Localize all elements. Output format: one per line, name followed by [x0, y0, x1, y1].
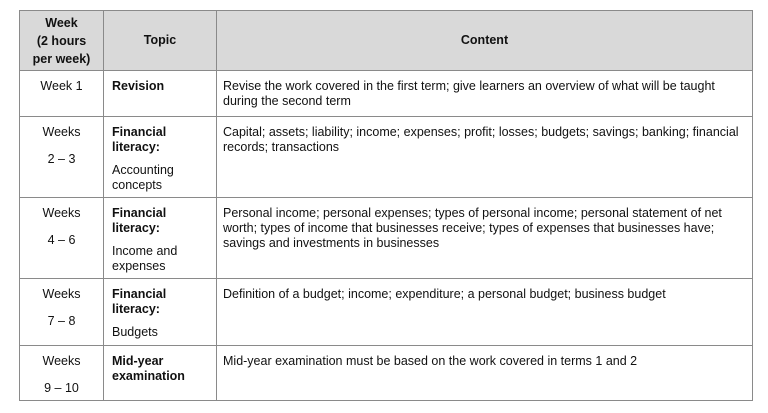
- week-label: Week 1: [40, 79, 83, 93]
- content-cell: Mid-year examination must be based on the work covered in terms 1 and 2: [217, 346, 753, 401]
- header-week: [20, 11, 104, 71]
- week-label: Weeks: [42, 354, 81, 368]
- header-row: [20, 11, 753, 71]
- topic-title: Mid-year: [112, 354, 164, 368]
- topic-subtitle: Budgets: [112, 325, 158, 339]
- table-header: [20, 11, 753, 71]
- header-week-line: (2 hours: [36, 33, 87, 48]
- header-week-line: Week: [45, 15, 78, 30]
- week-label: Weeks: [42, 287, 81, 301]
- week-range: 2 – 3: [47, 152, 76, 166]
- week-cell: [20, 71, 104, 117]
- content-cell: Definition of a budget; income; expenditure; a personal budget; business budget: [217, 279, 753, 346]
- topic-title: Financial: [112, 125, 167, 139]
- topic-title: Financial: [112, 206, 167, 220]
- header-week-line: per week): [32, 51, 91, 66]
- topic-cell: [104, 117, 217, 198]
- week-cell: [20, 198, 104, 279]
- week-label: Weeks: [42, 125, 81, 139]
- table-row: [20, 71, 753, 117]
- topic-title: literacy:: [112, 140, 160, 154]
- week-label: Weeks: [42, 206, 81, 220]
- topic-cell: [104, 346, 217, 401]
- content-cell: Revise the work covered in the first term; give learners an overview of what will be taught during the second term: [217, 71, 753, 117]
- topic-subtitle: Income and expenses: [112, 244, 178, 273]
- header-content: Content: [217, 11, 753, 71]
- week-cell: [20, 346, 104, 401]
- topic-cell: [104, 71, 217, 117]
- week-range: 9 – 10: [44, 381, 79, 395]
- table-row: [20, 279, 753, 346]
- week-cell: [20, 117, 104, 198]
- week-range: 7 – 8: [47, 314, 76, 328]
- schedule-table: [19, 10, 753, 401]
- week-cell: [20, 279, 104, 346]
- topic-subtitle: Accounting concepts: [112, 163, 174, 192]
- table-row: [20, 198, 753, 279]
- table-row: [20, 117, 753, 198]
- header-topic: Topic: [104, 11, 217, 71]
- topic-title: literacy:: [112, 221, 160, 235]
- week-range: 4 – 6: [47, 233, 76, 247]
- content-cell: Personal income; personal expenses; types of personal income; personal statement of net worth; types of income that businesses receive; types of expenses that businesses have; savings and investments in businesses: [217, 198, 753, 279]
- table-row: [20, 346, 753, 401]
- topic-title: literacy:: [112, 302, 160, 316]
- topic-cell: [104, 198, 217, 279]
- topic-title: Revision: [112, 79, 165, 93]
- topic-cell: [104, 279, 217, 346]
- topic-title: Financial: [112, 287, 167, 301]
- content-cell: Capital; assets; liability; income; expenses; profit; losses; budgets; savings; banking; financial records; transactions: [217, 117, 753, 198]
- topic-title: examination: [112, 369, 185, 383]
